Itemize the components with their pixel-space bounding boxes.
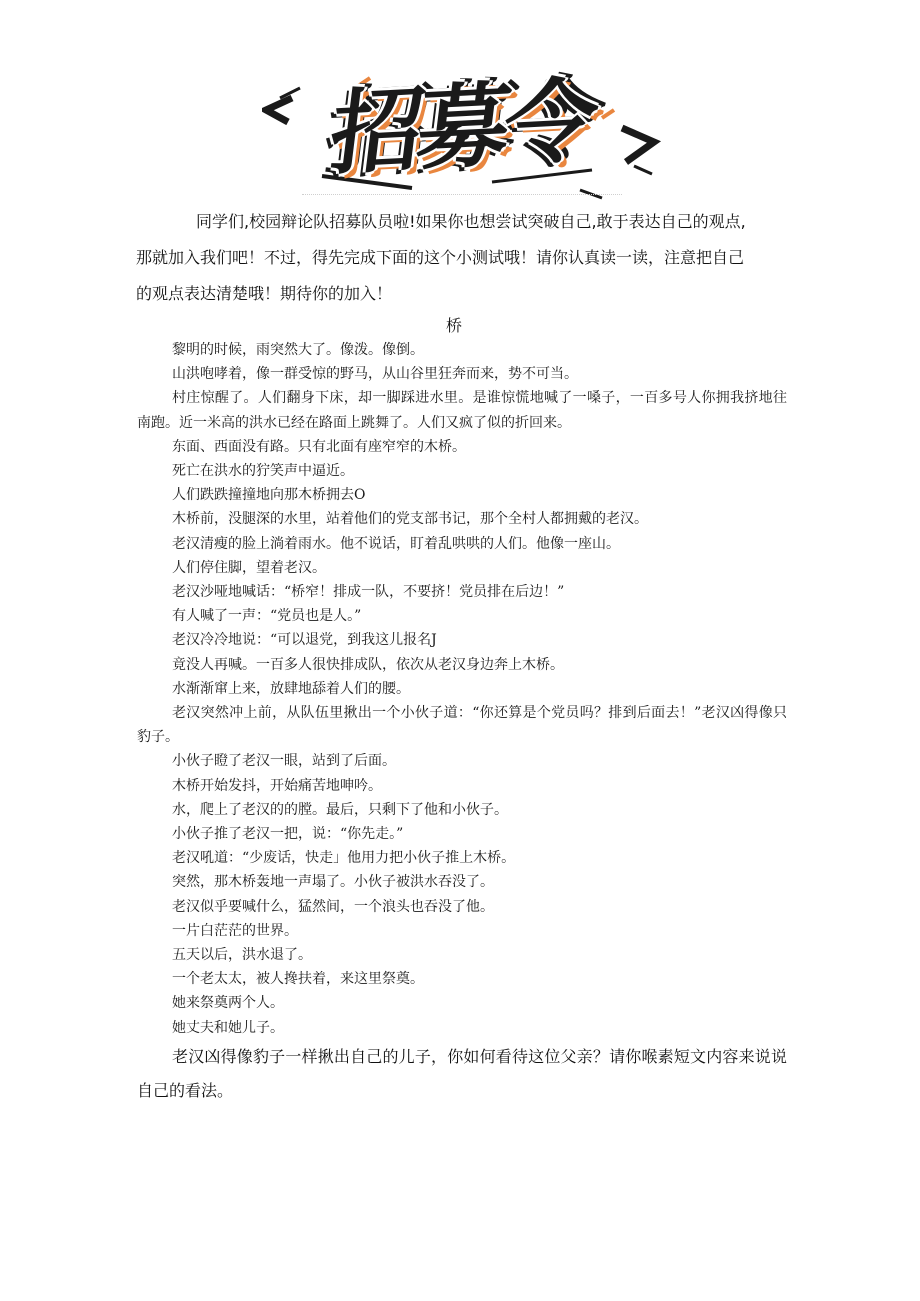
story-body bbox=[137, 338, 787, 1040]
story-paragraph: 突然，那木桥轰地一声塌了。小伙子被洪水吞没了。 bbox=[172, 874, 494, 891]
banner-divider bbox=[302, 194, 622, 195]
story-paragraph: 东面、西面没有路。只有北面有座窄窄的木桥。 bbox=[172, 438, 466, 455]
story-paragraph: 人们停住脚，望着老汉。 bbox=[172, 559, 326, 576]
story-paragraph: 她丈夫和她儿子。 bbox=[172, 1019, 284, 1036]
story-paragraph: 小伙子推了老汉一把，说：“你先走。” bbox=[172, 826, 404, 843]
story-paragraph: 水渐渐窜上来，放肆地舔着人们的腰。 bbox=[172, 680, 410, 697]
story-paragraph: 老汉突然冲上前，从队伍里揪出一个小伙子道：“你还算是个党员吗？排到后面去！”老汉凶得像只豹子。 bbox=[137, 705, 787, 746]
question-prompt: 老汉凶得像豹子一样揪出自己的儿子，你如何看待这位父亲？请你喉素短文内容来说说自己的看法。 bbox=[137, 1047, 787, 1100]
story-paragraph: 老汉似乎要喊什么，猛然间，一个浪头也吞没了他。 bbox=[172, 898, 494, 915]
intro-line: 同学们,校园辩论队招募队员啦!如果你也想尝试突破自己,敢于表达自己的观点, bbox=[196, 212, 746, 231]
story-title: 桥 bbox=[446, 316, 463, 335]
story-paragraph: 小伙子瞪了老汉一眼，站到了后面。 bbox=[172, 753, 396, 770]
story-paragraph: 竟没人再喊。一百多人很快排成队，依次从老汉身边奔上木桥。 bbox=[172, 656, 564, 673]
story-paragraph: 山洪咆哮着，像一群受惊的野马，从山谷里狂奔而来，势不可当。 bbox=[172, 366, 578, 383]
story-paragraph: 村庄惊醒了。人们翻身下床，却一脚踩进水里。是谁惊慌地喊了一嗓子，一百多号人你拥我挤地往南跑。近一米高的洪水已经在路面上跳舞了。人们又疯了似的折回来。 bbox=[137, 390, 787, 431]
story-paragraph: 老汉沙哑地喊话：“桥窄！排成一队，不要挤！党员排在后边！” bbox=[172, 584, 565, 601]
intro-line: 那就加入我们吧！不过，得先完成下面的这个小测试哦！请你认真读一读，注意把自己 bbox=[136, 248, 745, 267]
intro-paragraph bbox=[136, 204, 746, 312]
story-paragraph: 一个老太太，被人搀扶着，来这里祭奠。 bbox=[172, 971, 424, 988]
story-paragraph: 老汉清瘦的脸上淌着雨水。他不说话，盯着乱哄哄的人们。他像一座山。 bbox=[172, 535, 620, 552]
story-paragraph: 木桥开始发抖，开始痛苦地呻吟。 bbox=[172, 777, 382, 794]
story-paragraph: 一片白茫茫的世界。 bbox=[172, 922, 298, 939]
story-paragraph: 五天以后，洪水退了。 bbox=[172, 947, 312, 964]
recruitment-banner bbox=[262, 58, 662, 206]
story-paragraph: 死亡在洪水的狞笑声中逼近。 bbox=[172, 463, 354, 480]
story-paragraph: 老汉吼道：“少废话，快走」他用力把小伙子推上木桥。 bbox=[172, 850, 516, 867]
intro-line: 的观点表达清楚哦！期待你的加入！ bbox=[136, 284, 393, 303]
story-paragraph: 有人喊了一声：“党员也是人。” bbox=[172, 608, 362, 625]
story-paragraph: 老汉冷冷地说：“可以退党，到我这儿报名J bbox=[172, 632, 437, 649]
story-paragraph: 木桥前，没腿深的水里，站着他们的党支部书记，那个全村人都拥戴的老汉。 bbox=[172, 511, 648, 528]
story-paragraph: 人们跌跌撞撞地向那木桥拥去O bbox=[172, 487, 366, 504]
story-paragraph: 水，爬上了老汉的的膛。最后，只剩下了他和小伙子。 bbox=[172, 801, 508, 818]
story-paragraph: 黎明的时候，雨突然大了。像泼。像倒。 bbox=[172, 342, 424, 358]
story-paragraph: 她来祭奠两个人。 bbox=[172, 995, 284, 1012]
banner-title: 招募令 bbox=[324, 67, 598, 188]
